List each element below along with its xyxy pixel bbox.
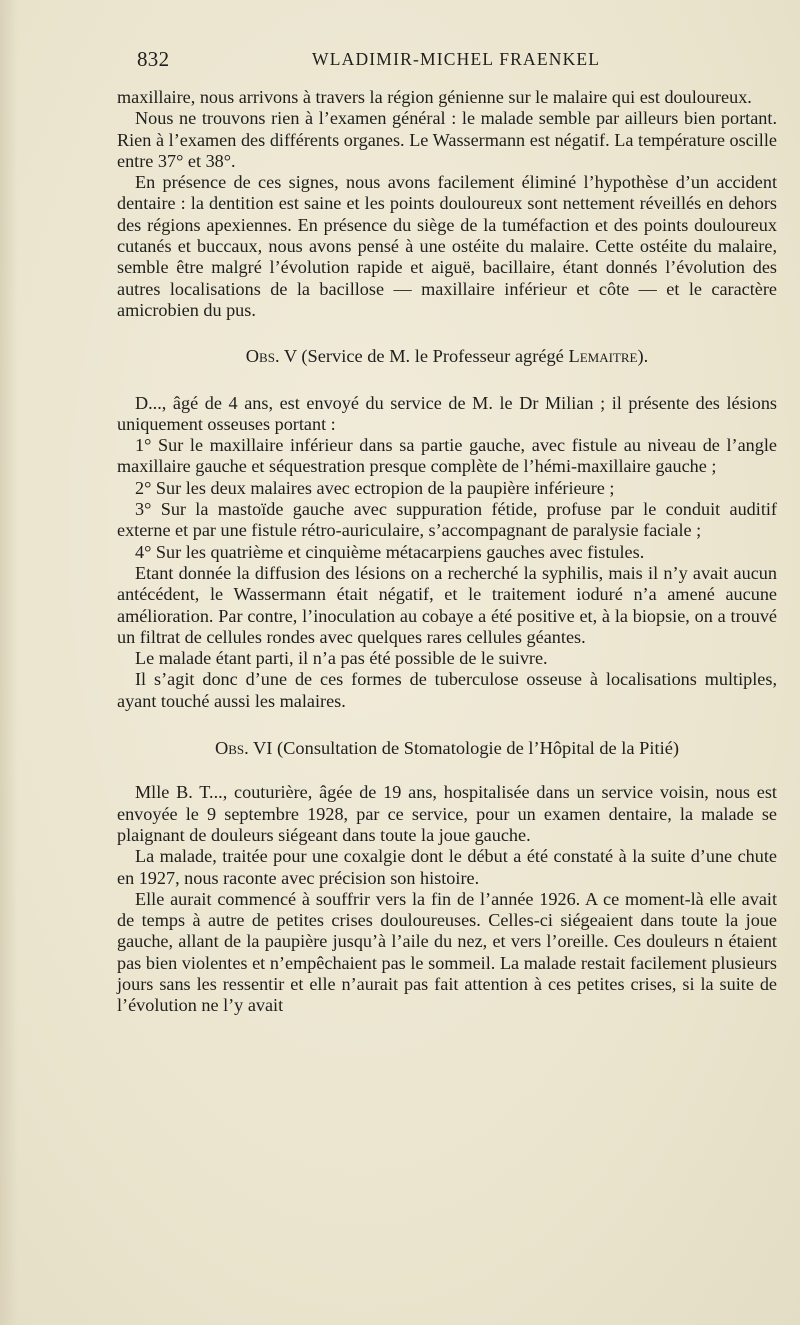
list-item: 2° Sur les deux malaires avec ectropion de la paupière inférieure ; xyxy=(135,477,615,498)
observation-label: Obs. xyxy=(214,738,249,759)
page-number: 832 xyxy=(137,47,170,71)
running-head-author: WLADIMIR-MICHEL FRAENKEL xyxy=(312,49,601,69)
paragraph: D..., âgé de 4 ans, est envoyé du service de M. le Dr Milian ; il présente des lésions uniquement osseuses portant : xyxy=(117,392,777,434)
paragraph: maxillaire, nous arrivons à travers la région génienne sur le malaire qui est douloureux. xyxy=(117,87,752,107)
paragraph: Mlle B. T..., couturière, âgée de 19 ans, hospitalisée dans un service voisin, nous est envoyée le 9 septembre 1928, par ce service, pour un examen dentaire, la malade se plaignant de douleurs siégeant dans toute la joue gauche. xyxy=(117,782,777,845)
observation-title: V (Service de M. le Professeur agrégé xyxy=(283,346,564,367)
paragraph: Il s’agit donc d’une de ces formes de tuberculose osseuse à localisations multiples, ayant touché aussi les malaires. xyxy=(117,669,777,711)
paragraph: La malade, traitée pour une coxalgie dont le début a été constaté à la suite d’une chute en 1927, nous raconte avec précision son histoire. xyxy=(117,846,777,888)
observation-title-end: ). xyxy=(637,346,649,367)
body-text xyxy=(117,87,777,1017)
observation-title: VI (Consultation de Stomatologie de l’Hôpital de la Pitié) xyxy=(253,738,680,759)
professor-name: Lemaitre xyxy=(568,346,638,367)
paragraph: Etant donnée la diffusion des lésions on a recherché la syphilis, mais il n’y avait aucun antécédent, le Wassermann était négatif, et le traitement ioduré n’a amené aucune amélioration. Par contre, l’inoculation au cobaye a été positive et, à la biopsie, on a trouvé un filtrat de cellules rondes avec quelques rares cellules géantes. xyxy=(117,562,777,647)
observation-heading xyxy=(117,738,777,759)
observation-label: Obs. xyxy=(245,346,280,367)
running-head xyxy=(117,47,722,77)
paragraph: Nous ne trouvons rien à l’examen général : le malade semble par ailleurs bien portant. Rien à l’examen des différents organes. Le Wassermann est négatif. La température oscille entre 37° et 38°. xyxy=(117,108,777,171)
list-item: 1° Sur le maxillaire inférieur dans sa partie gauche, avec fistule au niveau de l’angle maxillaire gauche et séquestration presque complète de l’hémi-maxillaire gauche ; xyxy=(117,435,777,477)
paragraph: En présence de ces signes, nous avons facilement éliminé l’hypothèse d’un accident dentaire : la dentition est saine et les points douloureux sont nettement réveillés en dehors des régions apexiennes. En présence du siège de la tuméfaction et des points douloureux cutanés et buccaux, nous avons pensé à une ostéite du malaire. Cette ostéite du malaire, semble être malgré l’évolution rapide et aiguë, bacillaire, étant donnés l’évolution des autres localisations de la bacillose — maxillaire inférieur et côte — et le caractère amicrobien du pus. xyxy=(117,172,777,320)
list-item: 4° Sur les quatrième et cinquième métacarpiens gauches avec fistules. xyxy=(135,541,645,562)
list-item: 3° Sur la mastoïde gauche avec suppuration fétide, profuse par le conduit auditif externe et par une fistule rétro-auriculaire, s’accompagnant de paralysie faciale ; xyxy=(117,499,777,541)
paragraph: Elle aurait commencé à souffrir vers la fin de l’année 1926. A ce moment-là elle avait de temps à autre de petites crises douloureuses. Celles-ci siégeaient dans toute la joue gauche, allant de la paupière jusqu’à l’aile du nez, et vers l’oreille. Ces douleurs n étaient pas bien violentes et n’empêchaient pas le sommeil. La malade restait facilement plusieurs jours sans les ressentir et elle n’aurait pas fait attention à ces petites crises, si la suite de l’évolution ne l’y avait xyxy=(117,888,777,1016)
paragraph: Le malade étant parti, il n’a pas été possible de le suivre. xyxy=(135,648,548,669)
observation-heading xyxy=(117,346,777,367)
